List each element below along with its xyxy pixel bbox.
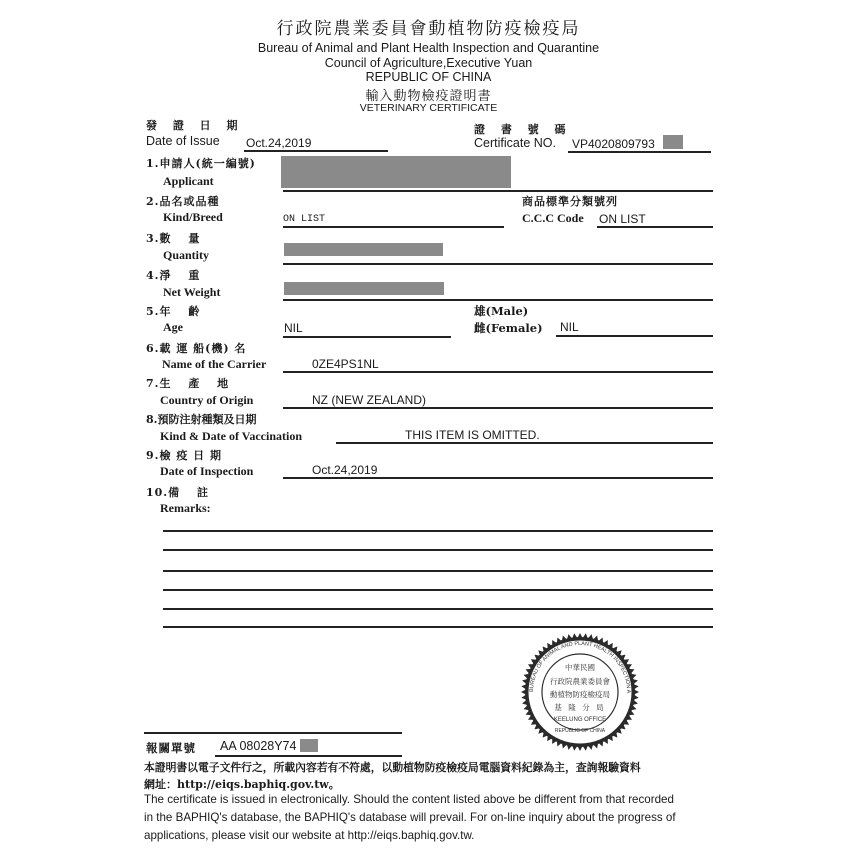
applicant-underline	[283, 190, 713, 192]
seal-line-3: 動植物防疫檢疫局	[550, 690, 610, 699]
quantity-label-zh: 3.數 量	[146, 232, 201, 245]
vaccination-label-zh: 8.預防注射種類及日期	[146, 413, 257, 426]
footer-note-en-2: in the BAPHIQ's database, the BAPHIQ's database will prevail. For on-line inquiry about the progress of	[144, 811, 676, 824]
official-seal	[513, 632, 647, 752]
origin-value: NZ (NEW ZEALAND)	[312, 393, 426, 407]
sex-underline	[556, 335, 713, 337]
remarks-line-1	[163, 530, 713, 532]
seal-country: REPUBLIC OF CHINA	[554, 728, 606, 734]
ccc-code-label-zh: 商品標準分類號列	[522, 195, 618, 208]
remarks-line-3	[163, 570, 713, 572]
kind-breed-label-zh: 2.品名或品種	[146, 195, 220, 208]
net-weight-label-en: Net Weight	[163, 285, 221, 299]
remarks-line-6	[163, 626, 713, 628]
remarks-label-en: Remarks:	[160, 501, 211, 515]
carrier-value: 0ZE4PS1NL	[312, 357, 379, 371]
country-title: REPUBLIC OF CHINA	[365, 70, 492, 84]
footer-note-zh-2: 網址：http://eiqs.baphiq.gov.tw。	[144, 778, 340, 791]
net-weight-redaction	[284, 282, 444, 295]
document-title-en: VETERINARY CERTIFICATE	[359, 102, 498, 114]
council-title: Council of Agriculture,Executive Yuan	[324, 56, 533, 70]
inspection-date-value: Oct.24,2019	[312, 463, 378, 477]
footer-note-zh-1: 本證明書以電子文件行之，所載內容若有不符處，以動植物防疫檢疫局電腦資料紀錄為主，查詢報驗資料	[144, 761, 641, 774]
sex-male-label: 雄(Male)	[474, 304, 529, 318]
kind-breed-label-en: Kind/Breed	[163, 210, 223, 224]
seal-line-1: 中華民國	[565, 663, 595, 672]
net-weight-underline	[283, 299, 713, 301]
footer-note-en-3: applications, please visit our website at http://eiqs.baphiq.gov.tw.	[144, 829, 475, 842]
kind-breed-value: ON LIST	[283, 214, 326, 225]
agency-title-en: Bureau of Animal and Plant Health Inspection and Quarantine	[257, 41, 600, 55]
origin-underline	[283, 407, 713, 409]
issue-date-value: Oct.24,2019	[246, 136, 312, 150]
ccc-code-value: ON LIST	[599, 212, 646, 226]
footer-note-en-1: The certificate is issued in electronically. Should the content listed above be different from that recorded	[144, 793, 674, 806]
issue-date-label-en: Date of Issue	[146, 134, 220, 148]
age-label-en: Age	[163, 320, 183, 334]
remarks-label-zh: 10.備 註	[146, 486, 209, 499]
seal-office: KEELUNG OFFICE	[553, 717, 607, 723]
inspection-date-underline	[283, 477, 713, 479]
declaration-redaction	[300, 739, 318, 752]
vaccination-label-en: Kind & Date of Vaccination	[160, 429, 303, 443]
remarks-line-5	[163, 608, 713, 610]
declaration-label: 報關單號	[146, 741, 196, 755]
age-label-zh: 5.年 齡	[146, 305, 201, 318]
seal-line-2: 行政院農業委員會	[550, 677, 610, 686]
vaccination-underline	[336, 442, 713, 444]
carrier-underline	[283, 371, 713, 373]
remarks-line-2	[163, 549, 713, 551]
sex-female-label: 雌(Female)	[474, 321, 543, 335]
sex-value: NIL	[560, 320, 579, 334]
cert-no-label-en: Certificate NO.	[474, 136, 556, 150]
quantity-label-en: Quantity	[163, 248, 210, 262]
inspection-date-label-en: Date of Inspection	[160, 464, 254, 478]
issue-date-label-zh: 發 證 日 期	[146, 119, 244, 132]
net-weight-label-zh: 4.淨 重	[146, 269, 201, 282]
inspection-date-label-zh: 9.檢 疫 日 期	[146, 449, 222, 462]
cert-no-value: VP4020809793	[572, 137, 655, 151]
declaration-value: AA 08028Y74	[220, 739, 297, 753]
vaccination-value: THIS ITEM IS OMITTED.	[405, 428, 540, 442]
issue-date-underline	[244, 150, 388, 152]
cert-no-label-zh: 證 書 號 碼	[474, 123, 572, 136]
seal-line-4: 基 隆 分 局	[554, 703, 606, 712]
applicant-label-en: Applicant	[163, 174, 214, 188]
agency-title-zh: 行政院農業委員會動植物防疫檢疫局	[276, 19, 581, 38]
applicant-label-zh: 1.申請人(統一編號)	[146, 157, 256, 170]
document-title-zh: 輸入動物檢疫證明書	[365, 88, 492, 103]
cert-no-underline	[568, 151, 711, 153]
origin-label-zh: 7.生 產 地	[146, 377, 230, 390]
ccc-code-underline	[597, 226, 713, 228]
quantity-underline	[283, 263, 713, 265]
svg-text:BUREAU OF ANIMAL AND PLANT HEA: BUREAU OF ANIMAL AND PLANT HEALTH INSPECTION A	[528, 640, 632, 694]
remarks-line-4	[163, 589, 713, 591]
kind-breed-underline	[283, 226, 504, 228]
applicant-redaction	[281, 156, 511, 188]
quantity-redaction	[284, 243, 443, 256]
cert-no-redaction	[663, 135, 683, 149]
age-underline	[283, 336, 451, 338]
declaration-underline	[215, 755, 402, 757]
declaration-top-line	[144, 732, 402, 734]
age-value: NIL	[284, 321, 303, 335]
origin-label-en: Country of Origin	[160, 393, 254, 407]
carrier-label-zh: 6.載 運 船(機) 名	[146, 342, 247, 355]
carrier-label-en: Name of the Carrier	[162, 357, 267, 371]
ccc-code-label-en: C.C.C Code	[522, 211, 584, 225]
